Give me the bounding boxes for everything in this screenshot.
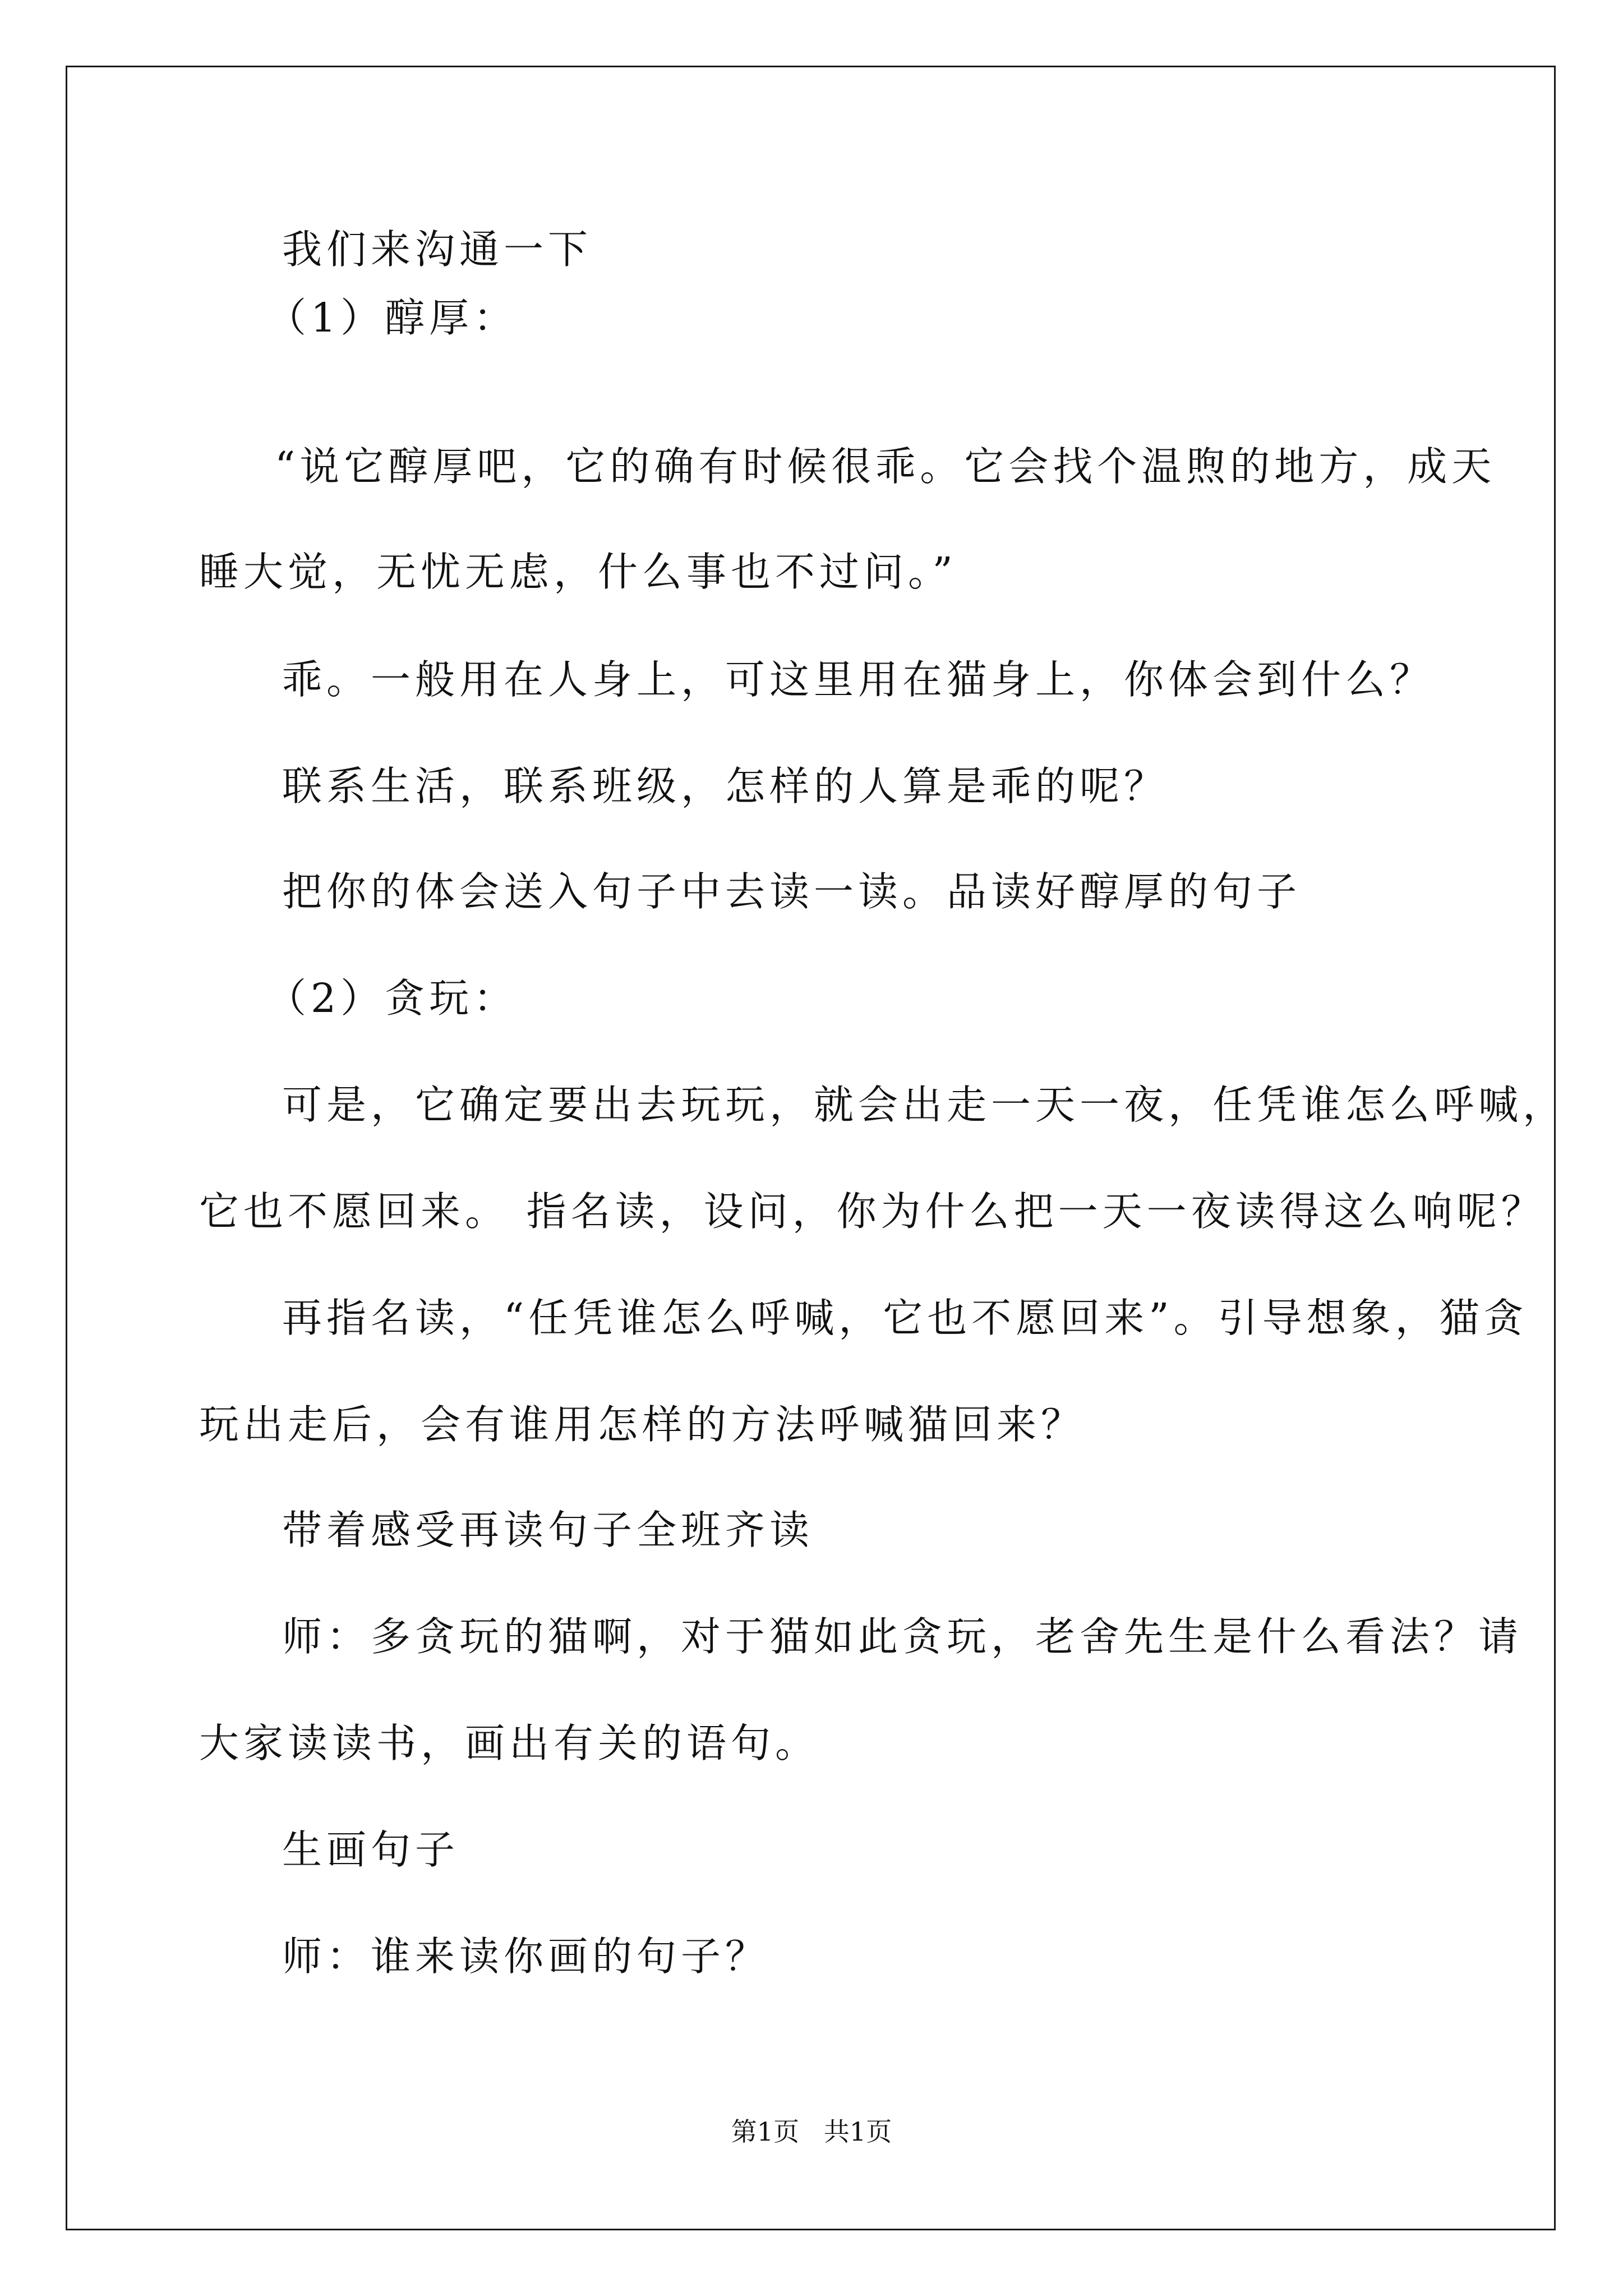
text-line: 生画句子 (282, 1826, 460, 1873)
text-line: 乖。一般用在人身上，可这里用在猫身上，你体会到什么？ (282, 656, 1435, 703)
text-line: 把你的体会送入句子中去读一读。品读好醇厚的句子 (282, 868, 1302, 915)
text-line: 师：谁来读你画的句子？ (282, 1933, 770, 1980)
page-footer: 第1页 共1页 (731, 2116, 892, 2147)
text-line: 大家读读书，画出有关的语句。 (199, 1720, 820, 1766)
text-line: （2）贪玩： (266, 975, 518, 1022)
text-line: 再指名读，“任凭谁怎么呼喊，它也不愿回来”。引导想象，猫贪 (282, 1295, 1528, 1341)
text-line: 联系生活，联系班级，怎样的人算是乖的呢？ (282, 763, 1169, 809)
text-line: 玩出走后，会有谁用怎样的方法呼喊猫回来？ (199, 1401, 1086, 1448)
text-line: 我们来沟通一下 (282, 226, 593, 273)
text-line: 它也不愿回来。 指名读，设问，你为什么把一天一夜读得这么响呢？ (199, 1188, 1546, 1235)
text-line: 可是，它确定要出去玩玩，就会出走一天一夜，任凭谁怎么呼喊， (282, 1082, 1567, 1128)
text-line: “说它醇厚吧，它的确有时候很乖。它会找个温煦的地方，成天 (275, 443, 1496, 490)
text-line: 师：多贪玩的猫啊，对于猫如此贪玩，老舍先生是什么看法？请 (282, 1613, 1523, 1660)
text-line: 带着感受再读句子全班齐读 (282, 1507, 814, 1553)
text-line: （1）醇厚： (266, 295, 518, 341)
page-frame (66, 66, 1556, 2230)
text-line: 睡大觉，无忧无虑，什么事也不过问。” (199, 549, 957, 595)
